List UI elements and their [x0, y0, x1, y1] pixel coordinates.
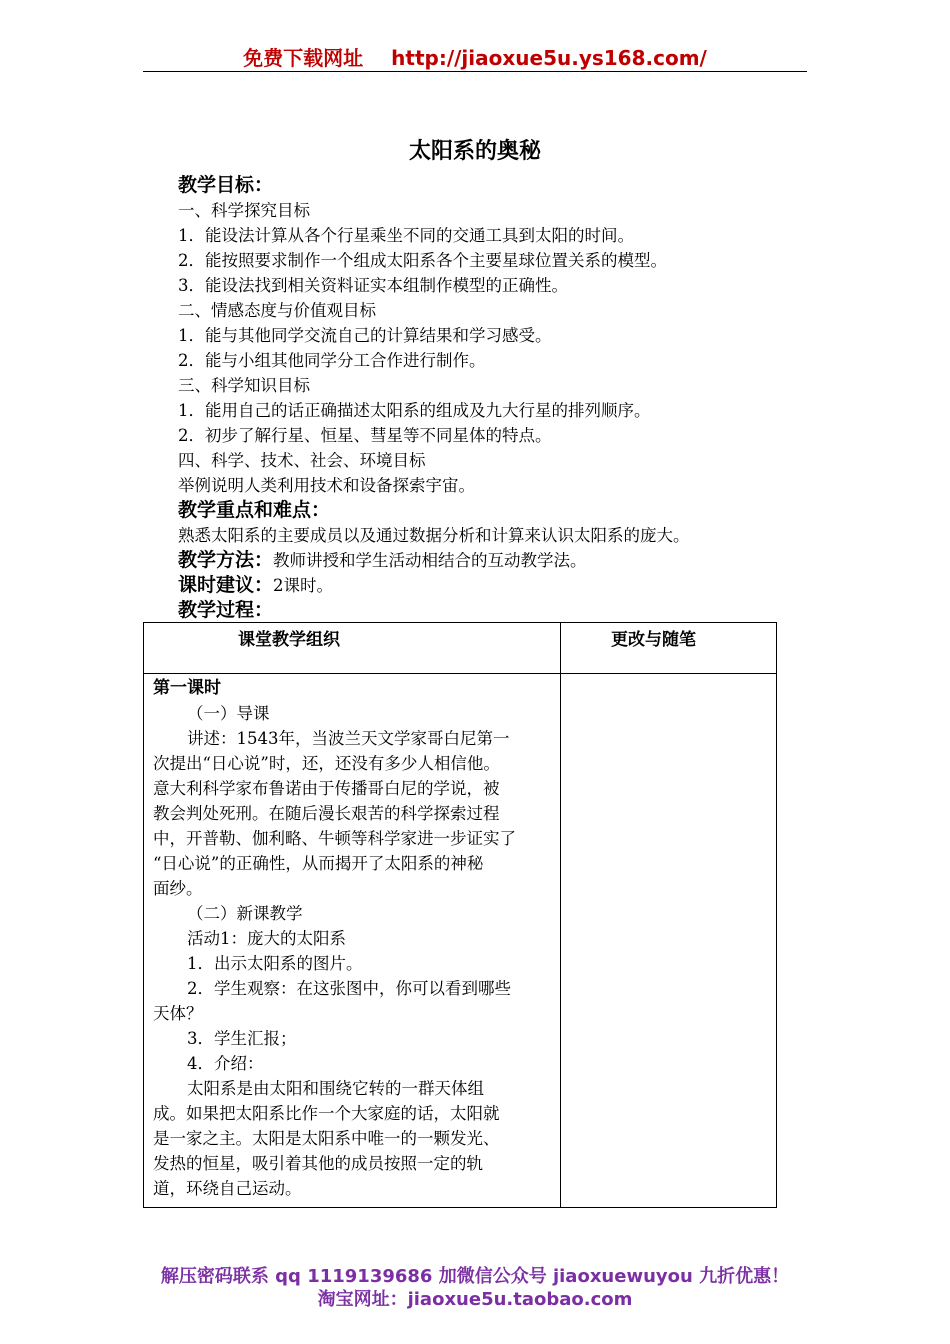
footer-contact: 解压密码联系 qq 1119139686 加微信公众号 jiaoxuewuyou 九折优惠！ — [160, 1266, 790, 1287]
table-header-row — [144, 623, 777, 674]
lesson-line: 中，开普勒、伽利略、牛顿等科学家进一步证实了 — [153, 829, 516, 848]
lesson-line: 面纱。 — [153, 879, 203, 898]
lesson-line: 讲述：1543年，当波兰天文学家哥白尼第一 — [187, 729, 510, 748]
lesson-line: 3．学生汇报； — [187, 1029, 297, 1048]
lesson-line: 太阳系是由太阳和围绕它转的一群天体组 — [187, 1079, 484, 1098]
lesson-line: （一）导课 — [187, 704, 270, 723]
document-title: 太阳系的奥秘 — [408, 139, 541, 164]
lesson-line: 天体？ — [153, 1004, 203, 1023]
lesson-line: 1．出示太阳系的图片。 — [187, 954, 363, 973]
column-header-organization: 课堂教学组织 — [144, 623, 561, 674]
lesson-line: 活动1：庞大的太阳系 — [187, 929, 346, 948]
lesson-line: （二）新课教学 — [187, 904, 303, 923]
header-divider — [143, 71, 807, 72]
lesson-line: 意大利科学家布鲁诺由于传播哥白尼的学说，被 — [153, 779, 500, 798]
lesson-line: “日心说”的正确性，从而揭开了太阳系的神秘 — [153, 854, 484, 873]
objective-line: 举例说明人类利用技术和设备探索宇宙。 — [178, 476, 475, 495]
objective-line: 3．能设法找到相关资料证实本组制作模型的正确性。 — [178, 276, 568, 295]
lesson-line: 教会判处死刑。在随后漫长艰苦的科学探索过程 — [153, 804, 500, 823]
lesson-title: 第一课时 — [153, 678, 221, 698]
objective-line: 一、科学探究目标 — [178, 201, 310, 220]
header-url-link[interactable]: http://jiaoxue5u.ys168.com/ — [391, 46, 707, 70]
lesson-content-cell — [144, 674, 561, 1208]
hours-text: 2课时。 — [273, 576, 334, 595]
lesson-line: 成。如果把太阳系比作一个大家庭的话，太阳就 — [153, 1104, 500, 1123]
objective-line: 四、科学、技术、社会、环境目标 — [178, 451, 426, 470]
objective-line: 1．能设法计算从各个行星乘坐不同的交通工具到太阳的时间。 — [178, 226, 634, 245]
objective-line: 二、情感态度与价值观目标 — [178, 301, 376, 320]
page-header — [0, 42, 950, 71]
objective-line: 1．能与其他同学交流自己的计算结果和学习感受。 — [178, 326, 552, 345]
process-heading: 教学过程： — [178, 599, 274, 621]
method-text: 教师讲授和学生活动相结合的互动教学法。 — [273, 551, 587, 570]
method-heading: 教学方法： — [178, 549, 274, 571]
objective-line: 2．初步了解行星、恒星、彗星等不同星体的特点。 — [178, 426, 552, 445]
header-label: 免费下载网址 — [243, 46, 364, 70]
lesson-line: 2．学生观察：在这张图中，你可以看到哪些 — [187, 979, 511, 998]
table-row — [144, 674, 777, 1208]
key-points-heading: 教学重点和难点： — [178, 499, 331, 521]
objective-line: 三、科学知识目标 — [178, 376, 310, 395]
key-points-text: 熟悉太阳系的主要成员以及通过数据分析和计算来认识太阳系的庞大。 — [178, 526, 690, 545]
objective-line: 2．能按照要求制作一个组成太阳系各个主要星球位置关系的模型。 — [178, 251, 667, 270]
column-header-notes: 更改与随笔 — [561, 623, 777, 674]
lesson-line: 是一家之主。太阳是太阳系中唯一的一颗发光、 — [153, 1129, 500, 1148]
lesson-line: 4．介绍： — [187, 1054, 264, 1073]
objectives-heading: 教学目标： — [178, 174, 274, 196]
lesson-line: 道，环绕自己运动。 — [153, 1179, 302, 1198]
notes-cell — [561, 674, 777, 1208]
lesson-line: 发热的恒星，吸引着其他的成员按照一定的轨 — [153, 1154, 483, 1173]
footer-shop-link[interactable]: 淘宝网址：jiaoxue5u.taobao.com — [317, 1289, 633, 1310]
process-table — [143, 622, 777, 1208]
objective-line: 2．能与小组其他同学分工合作进行制作。 — [178, 351, 486, 370]
document-body — [178, 173, 778, 623]
objective-line: 1．能用自己的话正确描述太阳系的组成及九大行星的排列顺序。 — [178, 401, 651, 420]
lesson-line: 次提出“日心说”时，还，还没有多少人相信他。 — [153, 754, 500, 773]
hours-heading: 课时建议： — [178, 574, 274, 596]
